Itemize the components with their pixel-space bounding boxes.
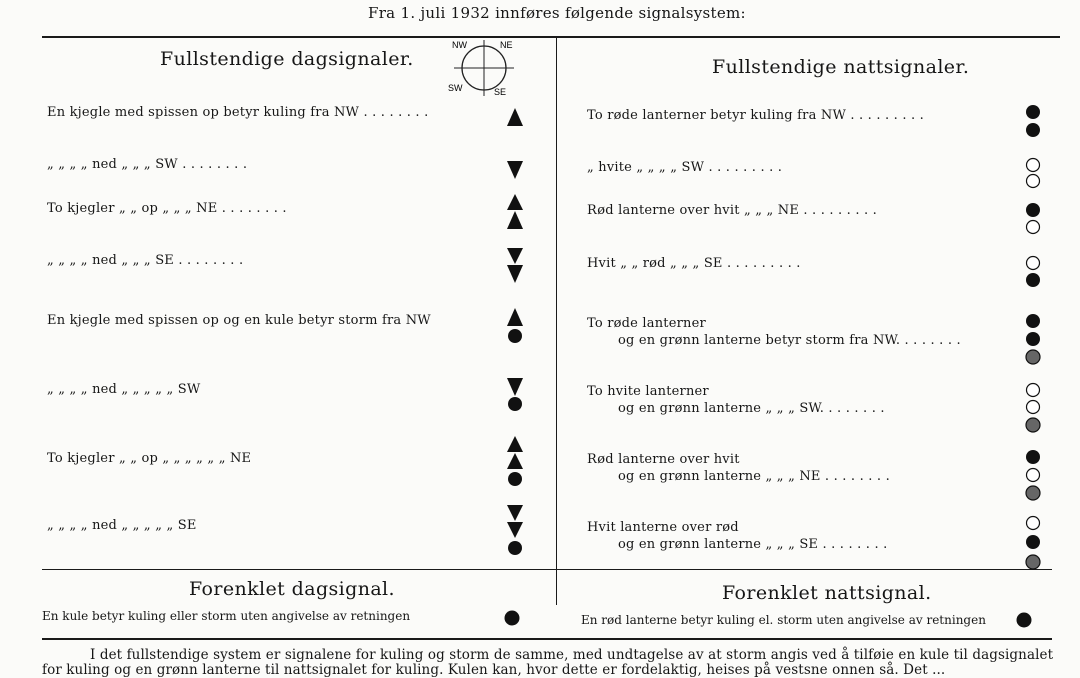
- cone-down-icon: [500, 155, 530, 185]
- bottom-rule: [42, 638, 1052, 640]
- day-row-3: To kjegler „ „ op „ „ „ NE . . . . . . . .: [47, 201, 287, 216]
- night-row-4: Hvit „ „ rød „ „ „ SE . . . . . . . . .: [587, 256, 801, 271]
- two-cones-up-ball-icon: [500, 434, 530, 490]
- lights-red-white-icon: [1018, 198, 1048, 238]
- two-cones-up-icon: [500, 192, 530, 234]
- section-rule: [42, 569, 1052, 570]
- simple-night-title: Forenklet nattsignal.: [722, 582, 932, 604]
- night-row-1: To røde lanterner betyr kuling fra NW . . . . . . . . .: [587, 108, 924, 123]
- compass-se: SE: [494, 87, 507, 97]
- night-row-2: „ hvite „ „ „ „ SW . . . . . . . . .: [587, 160, 783, 175]
- night-row-8-line-1: Hvit lanterne over rød: [587, 520, 739, 535]
- cone-down-ball-icon: [500, 374, 530, 414]
- red-lantern-icon: [1012, 608, 1036, 632]
- compass-sw: SW: [448, 83, 463, 93]
- day-row-8: „ „ „ „ ned „ „ „ „ „ SE: [47, 518, 197, 533]
- night-row-3: Rød lanterne over hvit „ „ „ NE . . . . . . . . .: [587, 203, 878, 218]
- cone-up-ball-icon: [500, 306, 530, 346]
- day-row-4: „ „ „ „ ned „ „ „ SE . . . . . . . .: [47, 253, 244, 268]
- day-row-7: To kjegler „ „ op „ „ „ „ „ „ NE: [47, 451, 252, 466]
- night-row-8-line-2: og en grønn lanterne „ „ „ SE . . . . . . . .: [618, 537, 888, 552]
- compass-rose: [446, 36, 526, 100]
- simple-day-text: En kule betyr kuling eller storm uten angivelse av retningen: [42, 609, 411, 623]
- footer-line-1: I det fullstendige system er signalene for kuling og storm de samme, med undtagelse av at storm angis ved å tilføie en kule til dagsignalet: [90, 647, 1054, 663]
- lights-white-red-green-icon: [1018, 512, 1048, 576]
- lights-red-red-green-icon: [1018, 308, 1048, 368]
- lights-white-white-icon: [1018, 154, 1048, 194]
- two-cones-down-icon: [500, 244, 530, 286]
- two-cones-down-ball-icon: [500, 502, 530, 558]
- day-row-2: „ „ „ „ ned „ „ „ SW . . . . . . . .: [47, 157, 248, 172]
- cone-up-icon: [500, 104, 530, 134]
- simple-night-text: En rød lanterne betyr kuling el. storm uten angivelse av retningen: [581, 613, 986, 627]
- footer-line-2: for kuling og en grønn lanterne til nattsignalet for kuling. Kulen kan, hvor dette er fordelaktig, heises på vestsne onnen så. Det ...: [42, 662, 946, 678]
- day-row-6: „ „ „ „ ned „ „ „ „ „ SW: [47, 382, 201, 397]
- compass-nw: NW: [452, 40, 467, 50]
- night-row-6-line-2: og en grønn lanterne „ „ „ SW. . . . . . . .: [618, 401, 885, 416]
- column-divider: [556, 37, 557, 605]
- ball-icon: [500, 606, 524, 630]
- lights-red-white-green-icon: [1018, 446, 1048, 506]
- night-row-7-line-1: Rød lanterne over hvit: [587, 452, 740, 467]
- night-row-5-line-2: og en grønn lanterne betyr storm fra NW. . . . . . . .: [618, 333, 961, 348]
- night-signals-title: Fullstendige nattsignaler.: [712, 56, 970, 78]
- day-signals-title: Fullstendige dagsignaler.: [160, 48, 414, 70]
- night-row-6-line-1: To hvite lanterner: [587, 384, 709, 399]
- top-rule: [42, 36, 1060, 38]
- simple-day-title: Forenklet dagsignal.: [189, 578, 395, 600]
- document-header: Fra 1. juli 1932 innføres følgende signalsystem:: [368, 4, 746, 22]
- lights-red-red-icon: [1018, 100, 1048, 142]
- night-row-7-line-2: og en grønn lanterne „ „ „ NE . . . . . . . .: [618, 469, 890, 484]
- night-row-5-line-1: To røde lanterner: [587, 316, 706, 331]
- lights-white-white-green-icon: [1018, 378, 1048, 438]
- day-row-5: En kjegle med spissen op og en kule betyr storm fra NW: [47, 313, 431, 328]
- compass-ne: NE: [500, 40, 513, 50]
- lights-white-red-icon: [1018, 252, 1048, 292]
- day-row-1: En kjegle med spissen op betyr kuling fra NW . . . . . . . .: [47, 105, 429, 120]
